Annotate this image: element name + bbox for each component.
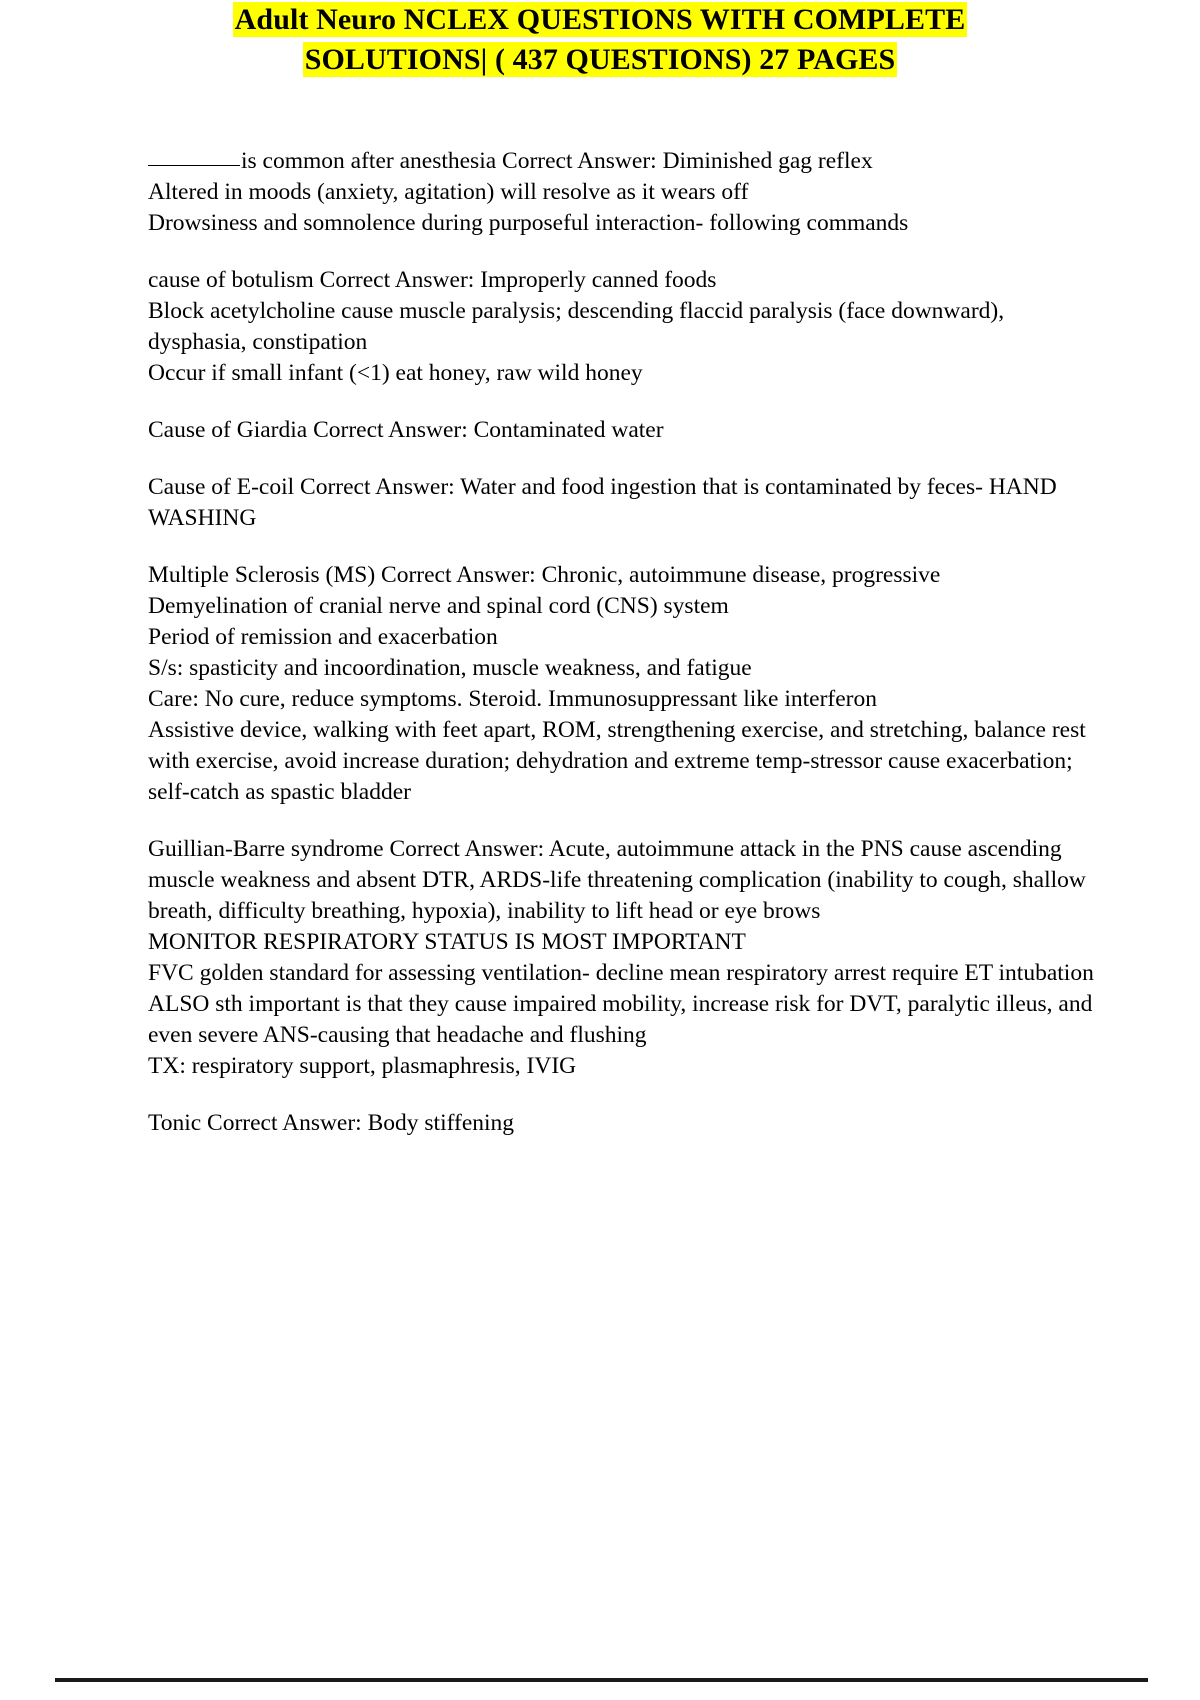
qa-line: Assistive device, walking with feet apart, ROM, strengthening exercise, and stretching, balance rest with exercise, avoid increase duration; dehydration and extreme temp-stressor cause exacerbation; self-catch as spastic bladder [148, 717, 1086, 806]
qa-block-anesthesia [148, 146, 1098, 239]
qa-line: Period of remission and exacerbation [148, 624, 498, 651]
qa-line: Multiple Sclerosis (MS) Correct Answer: Chronic, autoimmune disease, progressive [148, 562, 941, 589]
qa-line: cause of botulism Correct Answer: Improperly canned foods [148, 267, 717, 294]
qa-line: Altered in moods (anxiety, agitation) will resolve as it wears off [148, 179, 749, 206]
blank-fill-in-icon [148, 165, 240, 166]
qa-line: TX: respiratory support, plasmaphresis, IVIG [148, 1053, 577, 1080]
qa-line: FVC golden standard for assessing ventilation- decline mean respiratory arrest require ET intubation [148, 960, 1094, 987]
qa-line: ALSO sth important is that they cause impaired mobility, increase risk for DVT, paralytic illeus, and even severe ANS-causing that headache and flushing [148, 991, 1093, 1049]
page-title-line-1: Adult Neuro NCLEX QUESTIONS WITH COMPLETE [234, 3, 966, 36]
page-title-line-2: SOLUTIONS| ( 437 QUESTIONS) 27 PAGES [304, 42, 896, 76]
qa-line: Demyelination of cranial nerve and spinal cord (CNS) system [148, 593, 729, 620]
qa-block-botulism [148, 265, 1098, 389]
qa-line: S/s: spasticity and incoordination, muscle weakness, and fatigue [148, 655, 752, 682]
page-title [0, 0, 1200, 80]
qa-line: Drowsiness and somnolence during purposeful interaction- following commands [148, 210, 909, 237]
title-body-gap [148, 128, 1098, 146]
qa-block-multiple-sclerosis [148, 560, 1098, 808]
page-footer-divider [55, 1678, 1148, 1682]
qa-block-guillian-barre [148, 834, 1098, 1082]
qa-line: Block acetylcholine cause muscle paralysis; descending flaccid paralysis (face downward), dysphasia, constipation [148, 298, 1005, 356]
qa-line [148, 146, 1098, 177]
qa-line: Cause of Giardia Correct Answer: Contaminated water [148, 417, 664, 444]
document-body [148, 128, 1098, 1139]
qa-line: Guillian-Barre syndrome Correct Answer: Acute, autoimmune attack in the PNS cause ascending muscle weakness and absent DTR, ARDS-life threatening complication (inability to cough, shallow breath, difficulty breathing, hypoxia), inability to lift head or eye brows [148, 836, 1086, 925]
qa-line: Tonic Correct Answer: Body stiffening [148, 1110, 515, 1137]
qa-block-giardia [148, 415, 1098, 446]
qa-block-tonic [148, 1108, 1098, 1139]
qa-line: Cause of E-coil Correct Answer: Water and food ingestion that is contaminated by feces- HAND WASHING [148, 474, 1057, 532]
qa-line: Care: No cure, reduce symptoms. Steroid. Immunosuppressant like interferon [148, 686, 877, 713]
qa-line-text: is common after anesthesia Correct Answer: Diminished gag reflex [241, 148, 873, 174]
qa-block-ecoli [148, 472, 1098, 534]
qa-line: MONITOR RESPIRATORY STATUS IS MOST IMPORTANT [148, 929, 746, 956]
qa-line: Occur if small infant (<1) eat honey, raw wild honey [148, 360, 643, 387]
